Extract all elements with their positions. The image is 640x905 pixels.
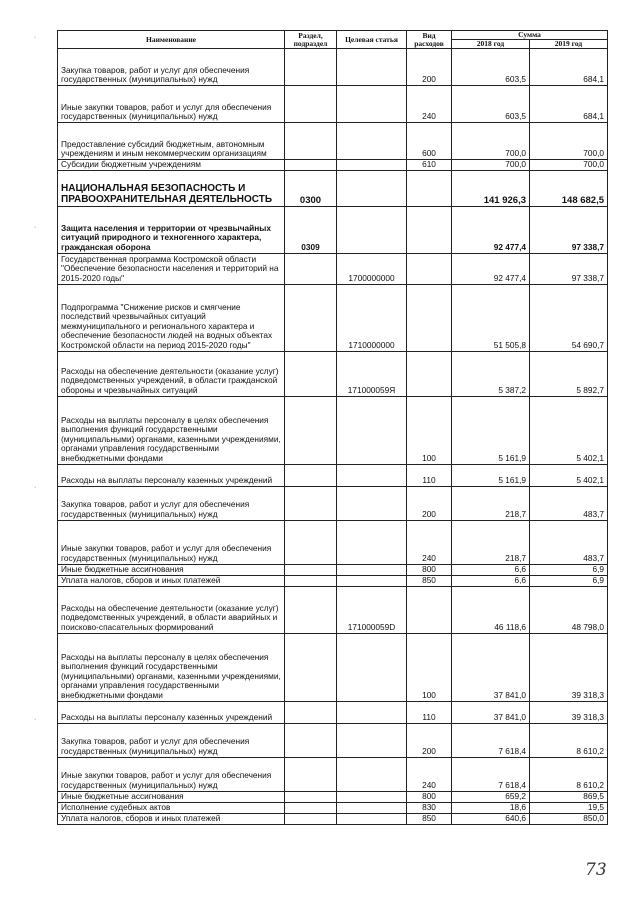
row-section: [285, 351, 337, 396]
row-type: 200: [407, 486, 452, 520]
row-sum-2018: 5 161,9: [452, 464, 530, 486]
row-name: Уплата налогов, сборов и иных платежей: [58, 575, 285, 586]
table-row: [58, 123, 608, 160]
table-row: [58, 520, 608, 564]
row-name: Иные бюджетные ассигнования: [58, 791, 285, 802]
row-sum-2019: 869,5: [530, 791, 608, 802]
row-type: 200: [407, 723, 452, 757]
row-section: [285, 564, 337, 575]
table-body: [58, 49, 608, 825]
margin-mark: `: [34, 486, 37, 495]
row-section: 0309: [285, 206, 337, 253]
row-target: [337, 86, 407, 123]
table-row: [58, 701, 608, 723]
row-name: Расходы на выплаты персоналу казенных учреждений: [58, 464, 285, 486]
row-type: 240: [407, 520, 452, 564]
table-row: [58, 160, 608, 171]
header-year-2018: 2018 год: [452, 40, 530, 49]
table-row: [58, 284, 608, 351]
row-sum-2019: 97 338,7: [530, 206, 608, 253]
row-sum-2019: 19,5: [530, 802, 608, 813]
table-row: [58, 723, 608, 757]
row-target: [337, 701, 407, 723]
row-sum-2018: 5 387,2: [452, 351, 530, 396]
row-name: НАЦИОНАЛЬНАЯ БЕЗОПАСНОСТЬ И ПРАВООХРАНИТЕЛЬНАЯ ДЕЯТЕЛЬНОСТЬ: [58, 170, 285, 206]
row-type: [407, 253, 452, 284]
row-target: [337, 791, 407, 802]
row-name: Субсидии бюджетным учреждениям: [58, 160, 285, 171]
row-target: [337, 206, 407, 253]
row-target: [337, 633, 407, 701]
table-row: [58, 486, 608, 520]
row-target: 1710000000: [337, 284, 407, 351]
row-sum-2018: 92 477,4: [452, 206, 530, 253]
row-sum-2018: 92 477,4: [452, 253, 530, 284]
header-year-2019: 2019 год: [530, 40, 608, 49]
row-target: [337, 802, 407, 813]
row-sum-2018: 603,5: [452, 49, 530, 86]
row-sum-2018: 7 618,4: [452, 757, 530, 791]
row-section: [285, 757, 337, 791]
row-sum-2018: 640,6: [452, 813, 530, 824]
row-type: 100: [407, 396, 452, 464]
row-target: 171000059D: [337, 586, 407, 633]
row-section: [285, 813, 337, 824]
row-type: [407, 351, 452, 396]
row-type: 110: [407, 701, 452, 723]
row-sum-2019: 5 402,1: [530, 464, 608, 486]
row-target: [337, 813, 407, 824]
row-sum-2018: 141 926,3: [452, 170, 530, 206]
page-number: 73: [585, 860, 607, 880]
row-type: 850: [407, 575, 452, 586]
header-sum: Сумма: [452, 31, 608, 40]
row-section: [285, 253, 337, 284]
row-target: [337, 520, 407, 564]
budget-table: [57, 30, 608, 825]
table-row: [58, 253, 608, 284]
row-sum-2018: 7 618,4: [452, 723, 530, 757]
row-sum-2019: 6,9: [530, 575, 608, 586]
row-section: [285, 633, 337, 701]
row-target: [337, 575, 407, 586]
header-name: Наименование: [58, 31, 285, 49]
table-header: [58, 31, 608, 49]
row-section: [285, 520, 337, 564]
row-sum-2019: 700,0: [530, 160, 608, 171]
row-sum-2018: 37 841,0: [452, 633, 530, 701]
row-sum-2019: 48 798,0: [530, 586, 608, 633]
row-section: [285, 586, 337, 633]
row-type: 600: [407, 123, 452, 160]
row-sum-2019: 8 610,2: [530, 757, 608, 791]
row-section: [285, 486, 337, 520]
row-sum-2018: 218,7: [452, 486, 530, 520]
row-name: Подпрограмма "Снижение рисков и смягчение последствий чрезвычайных ситуаций межмуниципального и регионального характера и обеспечение безопасности людей на водных объектах Костромской области на период 2015-2020 годы": [58, 284, 285, 351]
row-target: [337, 564, 407, 575]
row-sum-2019: 5 402,1: [530, 396, 608, 464]
row-type: [407, 206, 452, 253]
row-section: [285, 49, 337, 86]
table-row: [58, 49, 608, 86]
table-row: [58, 206, 608, 253]
margin-mark: `: [34, 36, 37, 45]
row-name: Уплата налогов, сборов и иных платежей: [58, 813, 285, 824]
row-sum-2018: 6,6: [452, 564, 530, 575]
row-section: 0300: [285, 170, 337, 206]
row-section: [285, 802, 337, 813]
table-row: [58, 564, 608, 575]
row-sum-2019: 6,9: [530, 564, 608, 575]
row-sum-2018: 603,5: [452, 86, 530, 123]
row-sum-2019: 483,7: [530, 486, 608, 520]
row-type: 830: [407, 802, 452, 813]
table-row: [58, 802, 608, 813]
row-target: [337, 396, 407, 464]
row-target: [337, 757, 407, 791]
table-row: [58, 86, 608, 123]
table-row: [58, 170, 608, 206]
row-section: [285, 86, 337, 123]
row-target: [337, 49, 407, 86]
row-type: [407, 586, 452, 633]
row-sum-2019: 700,0: [530, 123, 608, 160]
row-type: 610: [407, 160, 452, 171]
row-target: 171000059Я: [337, 351, 407, 396]
row-sum-2018: 51 505,8: [452, 284, 530, 351]
row-type: 240: [407, 757, 452, 791]
row-type: 110: [407, 464, 452, 486]
row-type: 850: [407, 813, 452, 824]
row-sum-2019: 850,0: [530, 813, 608, 824]
row-target: [337, 723, 407, 757]
table-row: [58, 351, 608, 396]
row-type: 240: [407, 86, 452, 123]
table-row: [58, 586, 608, 633]
row-name: Защита населения и территории от чрезвычайных ситуаций природного и техногенного характера, гражданская оборона: [58, 206, 285, 253]
row-name: Расходы на обеспечение деятельности (оказание услуг) подведомственных учреждений, в области аварийных и поисково-спасательных формирований: [58, 586, 285, 633]
row-sum-2018: 5 161,9: [452, 396, 530, 464]
row-name: Иные закупки товаров, работ и услуг для обеспечения государственных (муниципальных) нужд: [58, 86, 285, 123]
row-target: [337, 123, 407, 160]
row-section: [285, 464, 337, 486]
row-name: Исполнение судебных актов: [58, 802, 285, 813]
margin-mark: `: [34, 718, 37, 727]
row-sum-2019: 97 338,7: [530, 253, 608, 284]
row-section: [285, 575, 337, 586]
row-sum-2019: 54 690,7: [530, 284, 608, 351]
row-type: 800: [407, 791, 452, 802]
row-name: Предоставление субсидий бюджетным, автономным учреждениям и иным некоммерческим организациям: [58, 123, 285, 160]
row-name: Закупка товаров, работ и услуг для обеспечения государственных (муниципальных) нужд: [58, 723, 285, 757]
row-sum-2019: 39 318,3: [530, 701, 608, 723]
row-sum-2019: 684,1: [530, 86, 608, 123]
header-target: Целевая статья: [337, 31, 407, 49]
row-target: [337, 486, 407, 520]
row-name: Расходы на выплаты персоналу казенных учреждений: [58, 701, 285, 723]
row-sum-2019: 684,1: [530, 49, 608, 86]
header-section: Раздел, подраздел: [285, 31, 337, 49]
row-name: Расходы на обеспечение деятельности (оказание услуг) подведомственных учреждений, в области гражданской обороны и чрезвычайных ситуаций: [58, 351, 285, 396]
row-sum-2018: 700,0: [452, 123, 530, 160]
row-type: 200: [407, 49, 452, 86]
row-target: [337, 160, 407, 171]
row-sum-2019: 8 610,2: [530, 723, 608, 757]
table-row: [58, 396, 608, 464]
table-row: [58, 791, 608, 802]
header-type: Вид расходов: [407, 31, 452, 49]
row-sum-2018: 37 841,0: [452, 701, 530, 723]
row-sum-2018: 659,2: [452, 791, 530, 802]
row-section: [285, 160, 337, 171]
row-section: [285, 396, 337, 464]
row-target: [337, 170, 407, 206]
row-section: [285, 723, 337, 757]
row-type: 800: [407, 564, 452, 575]
row-name: Закупка товаров, работ и услуг для обеспечения государственных (муниципальных) нужд: [58, 49, 285, 86]
row-name: Иные закупки товаров, работ и услуг для обеспечения государственных (муниципальных) нужд: [58, 757, 285, 791]
row-name: Иные закупки товаров, работ и услуг для обеспечения государственных (муниципальных) нужд: [58, 520, 285, 564]
row-target: 1700000000: [337, 253, 407, 284]
row-name: Закупка товаров, работ и услуг для обеспечения государственных (муниципальных) нужд: [58, 486, 285, 520]
row-section: [285, 123, 337, 160]
row-type: [407, 170, 452, 206]
row-name: Иные бюджетные ассигнования: [58, 564, 285, 575]
row-sum-2018: 6,6: [452, 575, 530, 586]
row-section: [285, 701, 337, 723]
row-sum-2019: 148 682,5: [530, 170, 608, 206]
row-name: Расходы на выплаты персоналу в целях обеспечения выполнения функций государственными (муниципальными) органами, казенными учреждениями, органами управления государственными внебюджетными фондами: [58, 633, 285, 701]
row-sum-2018: 46 118,6: [452, 586, 530, 633]
row-name: Государственная программа Костромской области "Обеспечение безопасности населения и территорий на 2015-2020 годы": [58, 253, 285, 284]
row-sum-2019: 5 892,7: [530, 351, 608, 396]
row-sum-2019: 483,7: [530, 520, 608, 564]
row-name: Расходы на выплаты персоналу в целях обеспечения выполнения функций государственными (муниципальными) органами, казенными учреждениями, органами управления государственными внебюджетными фондами: [58, 396, 285, 464]
table-row: [58, 813, 608, 824]
row-section: [285, 791, 337, 802]
table-row: [58, 575, 608, 586]
row-type: 100: [407, 633, 452, 701]
table-row: [58, 757, 608, 791]
row-type: [407, 284, 452, 351]
row-sum-2018: 218,7: [452, 520, 530, 564]
table-row: [58, 633, 608, 701]
margin-mark: `: [34, 226, 37, 235]
row-sum-2018: 18,6: [452, 802, 530, 813]
row-target: [337, 464, 407, 486]
row-sum-2018: 700,0: [452, 160, 530, 171]
row-sum-2019: 39 318,3: [530, 633, 608, 701]
row-section: [285, 284, 337, 351]
table-row: [58, 464, 608, 486]
